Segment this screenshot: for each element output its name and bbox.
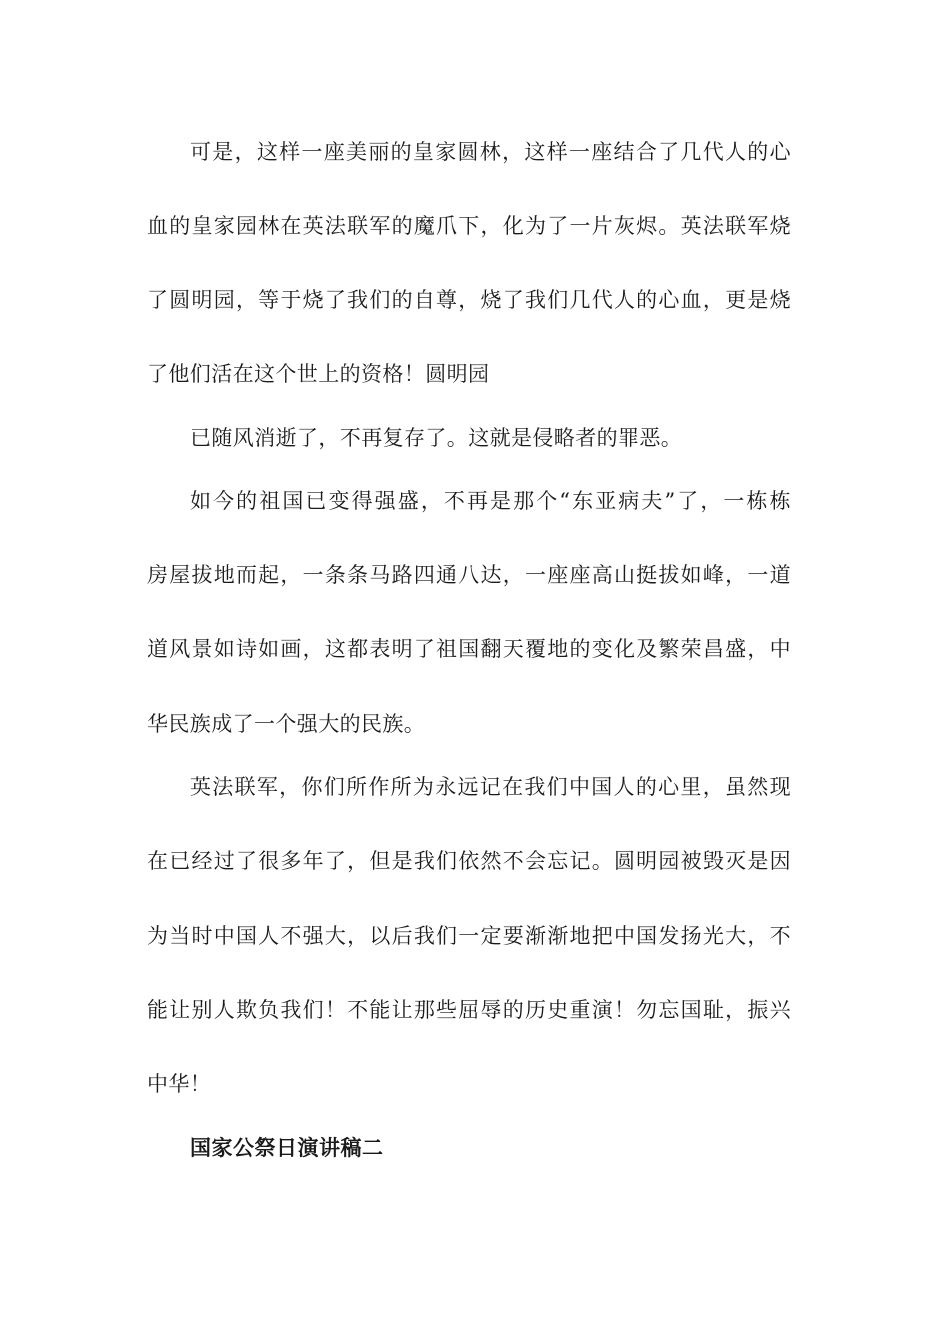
paragraph-1-line-3: 了圆明园，等于烧了我们的自尊，烧了我们几代人的心血，更是烧	[147, 288, 791, 312]
paragraph-1-line-2: 血的皇家园林在英法联军的魔爪下，化为了一片灰烬。英法联军烧	[147, 214, 791, 238]
paragraph-4-line-4: 能让别人欺负我们！不能让那些屈辱的历史重演！勿忘国耻，振兴	[147, 998, 791, 1022]
paragraph-2-line-1: 已随风消逝了，不再复存了。这就是侵略者的罪恶。	[190, 426, 683, 450]
paragraph-4-line-1: 英法联军，你们所作所为永远记在我们中国人的心里，虽然现	[190, 775, 791, 799]
paragraph-3-line-2: 房屋拔地而起，一条条马路四通八达，一座座高山挺拔如峰，一道	[147, 563, 791, 587]
paragraph-1-line-4: 了他们活在这个世上的资格！圆明园	[147, 362, 490, 386]
paragraph-3-line-4: 华民族成了一个强大的民族。	[147, 712, 426, 736]
paragraph-4-line-2: 在已经过了很多年了，但是我们依然不会忘记。圆明园被毁灭是因	[147, 849, 791, 873]
paragraph-3-line-1: 如今的祖国已变得强盛，不再是那个“东亚病夫”了，一栋栋	[190, 489, 791, 513]
paragraph-3-line-3: 道风景如诗如画，这都表明了祖国翻天覆地的变化及繁荣昌盛，中	[147, 637, 791, 661]
section-heading: 国家公祭日演讲稿二	[190, 1136, 384, 1160]
paragraph-1-line-1: 可是，这样一座美丽的皇家圆林，这样一座结合了几代人的心	[190, 140, 791, 164]
paragraph-4-line-5: 中华！	[147, 1072, 212, 1096]
paragraph-4-line-3: 为当时中国人不强大，以后我们一定要渐渐地把中国发扬光大，不	[147, 924, 791, 948]
